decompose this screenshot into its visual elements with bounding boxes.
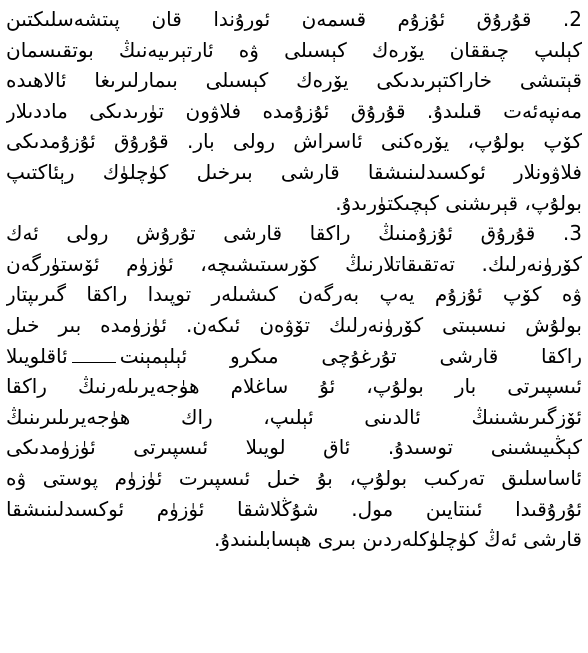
document-page (6, 4, 582, 649)
text-line: كۆپ بولۇپ، يۆرەكنى ئاسراش رولى بار. قۇرۇق ئۇزۇمدىكى (6, 129, 582, 154)
text-line-with-blank (6, 341, 582, 372)
text-line: ئىسپىرتى بار بولۇپ، ئۇ ساغلام ھۈجەيرىلەرنىڭ راكقا (6, 374, 582, 399)
line-head: راكقا قارشى تۇرغۇچى مىكرو ئېلېمېنت (119, 343, 582, 368)
text-line: بولۇپ، قېرىشنى كېچىكتۈرىدۇ. (335, 190, 582, 215)
text-line: ئاساسلىق تەركىب بولۇپ، بۇ خىل ئىسپىرت ئۈزۈم پوستى ۋە (6, 465, 582, 490)
text-line: ئۇرۇقىدا ئىنتايىن مول. شۇڭلاشقا ئۈزۈم ئوكسىدلىنىشقا (6, 496, 582, 521)
text-line: كېلىپ چىققان يۆرەك كېسىلى ۋە ئارتېرىيەنىڭ بوتقىسمان (6, 37, 582, 62)
text-line: فلاۋونلار ئوكسىدلىنىشقا قارشى بىرخىل كۈچلۈك رېئاكتىپ (6, 159, 582, 184)
text-line: بولۇش نىسبىتى كۆرۈنەرلىك تۆۋەن ئىكەن. ئۈزۈمدە بىر خىل (6, 312, 582, 337)
text-line: ۋە كۆپ ئۇزۇم يەپ بەرگەن كىشىلەر توپىدا راكقا گىرىپتار (6, 282, 582, 307)
text-line: 3. قۇرۇق ئۇزۇمنىڭ راكقا قارشى تۇرۇش رولى ئەك (6, 221, 582, 246)
text-line: ئۆزگىرىشىنىڭ ئالدىنى ئېلىپ، راك ھۈجەيرىلىرىنىڭ (6, 404, 582, 429)
text-line: كۆرۈنەرلىك. تەتقىقاتلارنىڭ كۆرسىتىشىچە، ئۈزۈم ئۆستۈرگەن (6, 251, 582, 276)
text-line: كېڭىيىشىنى توسىدۇ. ئاق لويىلا ئىسپىرتى ئۈزۈمدىكى (6, 435, 582, 460)
paragraph-3 (6, 218, 582, 555)
fill-in-blank (72, 348, 116, 363)
text-line: قارشى ئەڭ كۈچلۈكلەردىن بىرى ھېسابلىنىدۇ. (214, 527, 582, 552)
text-line: 2. قۇرۇق ئۇزۇم قسمەن ئورۇندا قان پىتشەسلىكتىن (6, 7, 582, 31)
paragraph-2 (6, 4, 582, 218)
text-line: مەنپەئەت قىلىدۇ. قۇرۇق ئۇزۇمدە فلاۋون تۈرىدىكى ماددىلار (6, 98, 582, 123)
line-tail: ئاقلويىلا (6, 343, 68, 368)
text-line: قېتىشى خاراكتېرىدىكى يۆرەك كېسىلى بىمارلىرىغا ئالاھىدە (6, 68, 582, 93)
